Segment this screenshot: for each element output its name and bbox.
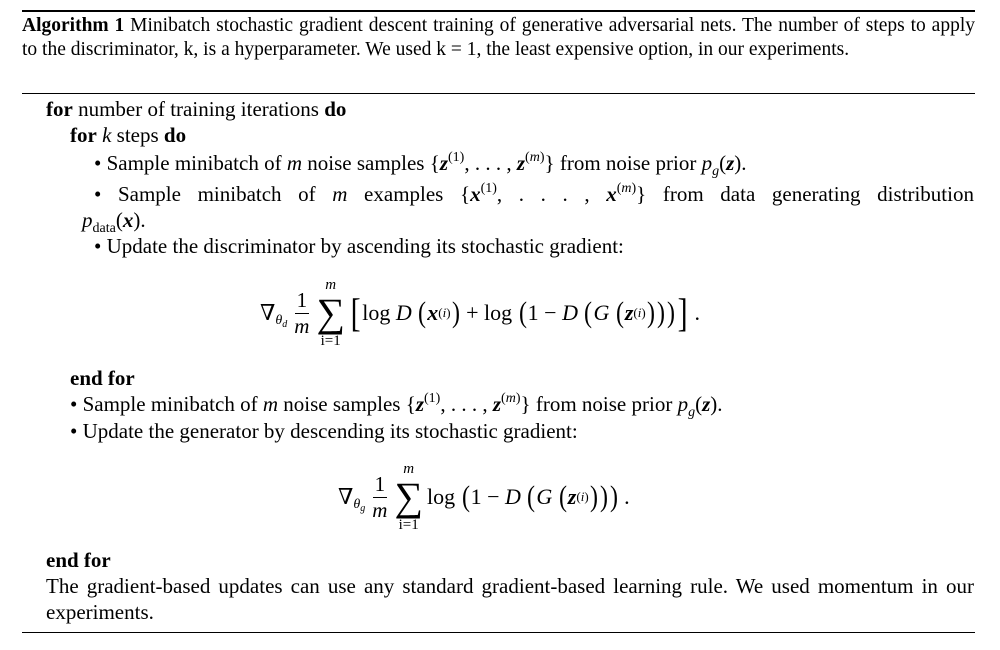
bottom-rule — [22, 632, 975, 633]
end-for-keyword: end for — [70, 366, 135, 390]
bullet-update-generator — [70, 418, 578, 444]
m-variable: m — [286, 151, 302, 175]
noise-set-math: {$z^{(1)}$, . . . , $z^{(m)}$} — [429, 150, 555, 175]
sum-lower-limit: i=1 — [398, 516, 419, 533]
end-for-keyword: end for — [46, 548, 111, 572]
bullet-text: from noise prior — [530, 392, 678, 416]
pdata-subscript: data — [92, 221, 116, 236]
bullet-text: • Sample minibatch of — [94, 151, 287, 175]
generator-gradient-equation: ∇ θ g $\frac{1}{m}$ m ∑ i=1 log ( 1 − D ( G ( z (i) ) ) ) . — [338, 460, 630, 533]
noise-set-math: {$z^{(1)}$, . . . , $z^{(m)}$} — [405, 391, 531, 416]
bullet-text: • Sample minibatch of — [94, 182, 333, 206]
bullet-text: noise samples — [278, 392, 406, 416]
for-keyword: for — [46, 97, 73, 121]
for-keyword: for — [70, 123, 97, 147]
inner-for-line — [70, 122, 186, 148]
footer-note — [46, 573, 974, 625]
sum-lower-limit: i=1 — [320, 332, 341, 349]
bullet-sample-data — [94, 181, 974, 207]
bullet-text: from data generating distribution — [646, 182, 974, 206]
noise-prior-math: $p_g(z)$. — [677, 392, 723, 420]
bullet-text: examples — [347, 182, 460, 206]
inner-end-for — [70, 365, 135, 391]
bullet-data-first-line — [94, 181, 974, 207]
outer-end-for — [46, 547, 111, 573]
do-keyword: do — [163, 123, 187, 147]
bullet-sample-noise — [94, 150, 747, 179]
bullet-text: noise samples — [302, 151, 430, 175]
bullet-sample-noise-generator — [70, 391, 723, 420]
bullet-text: • Update the generator by descending its stochastic gradient: — [70, 419, 578, 443]
footer-text: The gradient-based updates can use any standard gradient-based learning rule. We used momentum in our experiments. — [46, 574, 974, 624]
sum-upper-limit: m — [403, 460, 415, 477]
m-variable: m — [332, 182, 348, 206]
inner-for-text: steps — [111, 123, 164, 147]
do-keyword: do — [324, 97, 347, 121]
pdata-line — [82, 207, 146, 236]
bullet-text: • Update the discriminator by ascending its stochastic gradient: — [94, 234, 624, 258]
noise-prior-math: $p_g(z)$. — [701, 151, 747, 179]
bullet-update-discriminator — [94, 233, 624, 259]
top-rule — [22, 10, 975, 12]
pdata-arg: (x). — [115, 208, 146, 232]
caption-rule — [22, 93, 975, 94]
discriminator-gradient-equation: ∇ θ d $\frac{1}{m}$ m ∑ i=1 [ log D ( x (i) ) + log ( 1 − D ( G ( z (i) ) ) ) ] . — [260, 276, 701, 349]
m-variable: m — [262, 392, 278, 416]
data-set-math: {$x^{(1)}$, . . . , $x^{(m)}$} — [459, 181, 647, 206]
bullet-text: from noise prior — [554, 151, 702, 175]
sum-upper-limit: m — [325, 276, 337, 293]
outer-for-line — [46, 96, 346, 122]
k-variable: k — [102, 123, 112, 147]
outer-for-text: number of training iterations — [72, 97, 325, 121]
caption-text: Minibatch stochastic gradient descent training of generative adversarial nets. The number of steps to apply to the discriminator, k, is a hyperparameter. We used k = 1, the least expensive option, in our experiments. — [22, 15, 975, 60]
algorithm-caption — [22, 14, 975, 62]
pdata-symbol: p — [82, 208, 93, 232]
algorithm-label: Algorithm 1 — [22, 15, 125, 36]
bullet-text: • Sample minibatch of — [70, 392, 263, 416]
